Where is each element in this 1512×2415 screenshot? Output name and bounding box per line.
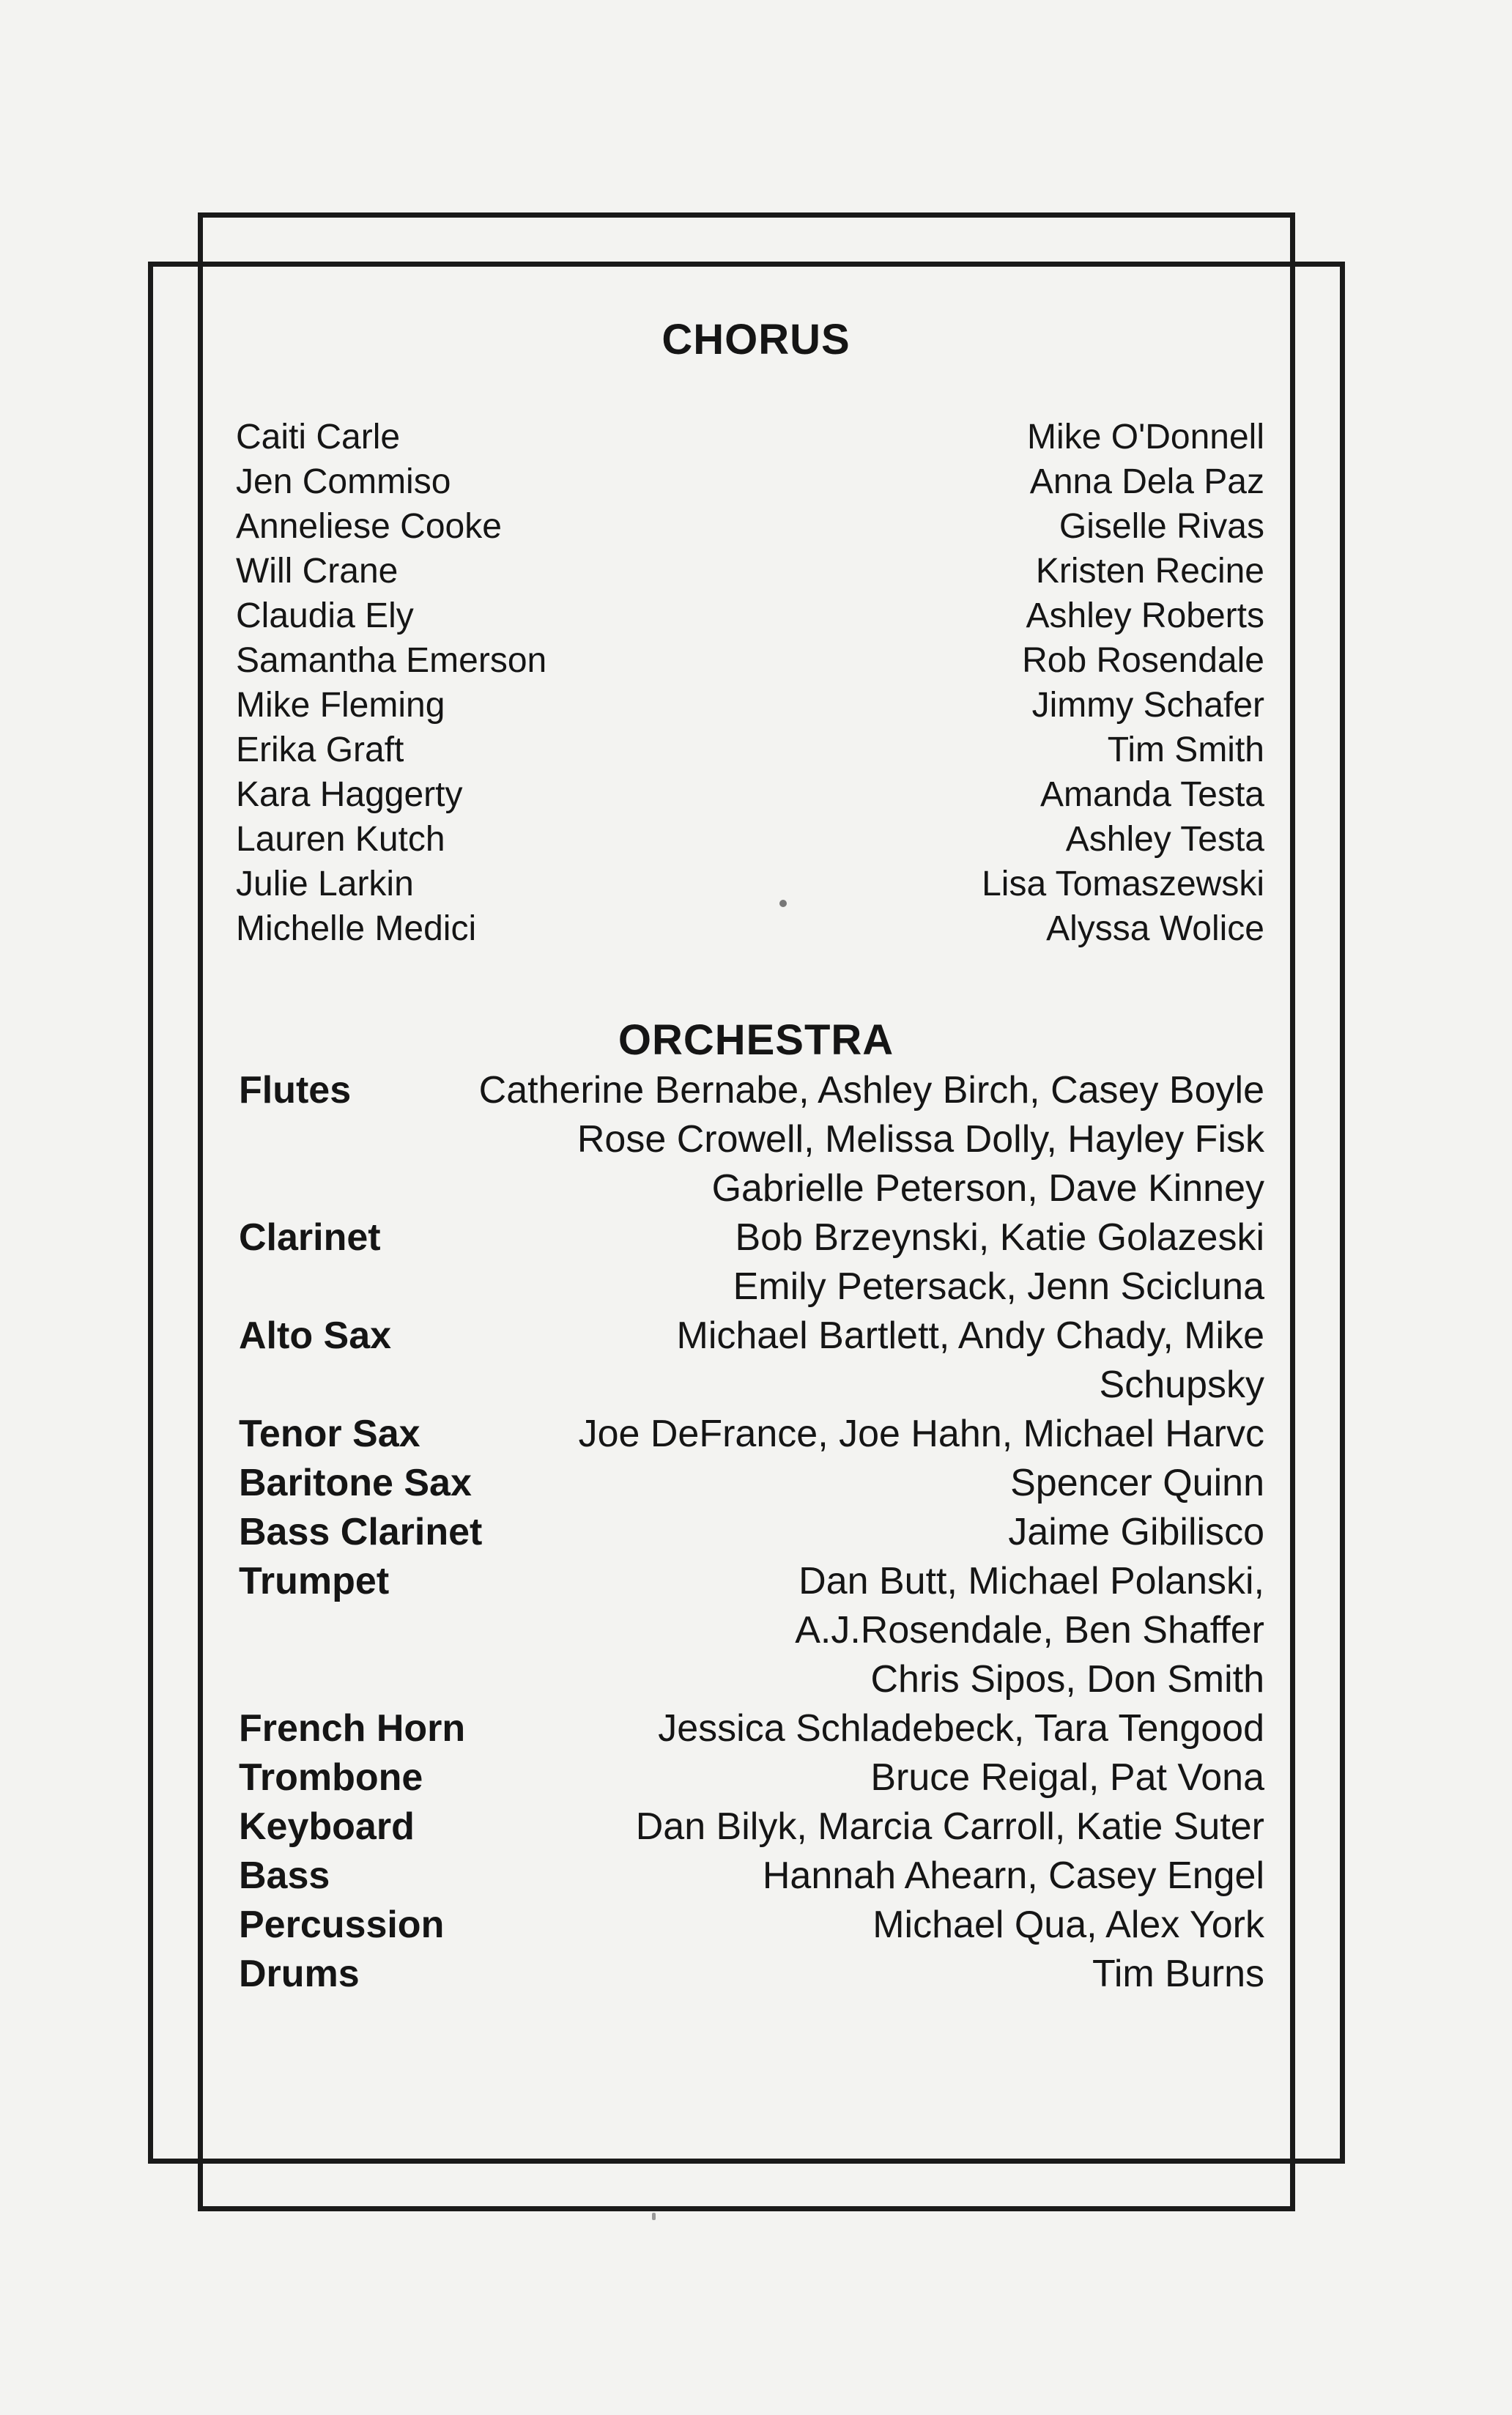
chorus-member: Lauren Kutch	[236, 820, 445, 859]
player-list	[423, 1753, 1264, 1802]
instrument-label: Drums	[239, 1953, 360, 1995]
player-list	[431, 1410, 1264, 1459]
chorus-member: Samantha Emerson	[236, 641, 547, 680]
player-list	[415, 1802, 1264, 1852]
chorus-member: Tim Smith	[1107, 731, 1264, 769]
player-line: Schupsky	[1099, 1364, 1264, 1406]
chorus-member: Kristen Recine	[1035, 552, 1264, 591]
instrument-label: Keyboard	[239, 1805, 415, 1848]
orchestra-section	[239, 1704, 1264, 1753]
player-line: Michael Qua, Alex York	[872, 1904, 1264, 1946]
player-line: Dan Butt, Michael Polanski,	[798, 1560, 1264, 1602]
chorus-member: Michelle Medici	[236, 909, 477, 948]
chorus-member: Kara Haggerty	[236, 775, 463, 814]
player-list	[381, 1213, 1264, 1312]
chorus-member: Claudia Ely	[236, 596, 414, 635]
instrument-label: Clarinet	[239, 1216, 381, 1259]
player-line: Catherine Bernabe, Ashley Birch, Casey Boyle	[478, 1069, 1264, 1112]
chorus-heading: CHORUS	[662, 316, 850, 363]
chorus-member: Rob Rosendale	[1022, 641, 1264, 680]
chorus-right-column	[982, 415, 1264, 951]
player-list	[361, 1066, 1264, 1213]
player-list	[444, 1901, 1264, 1950]
chorus-member: Lisa Tomaszewski	[982, 865, 1264, 903]
orchestra-section	[239, 1213, 1264, 1312]
player-line: Dan Bilyk, Marcia Carroll, Katie Suter	[635, 1805, 1264, 1848]
chorus-member: Jen Commiso	[236, 462, 451, 501]
chorus-member: Caiti Carle	[236, 418, 401, 456]
orchestra-section	[239, 1753, 1264, 1802]
chorus-member: Giselle Rivas	[1059, 507, 1264, 546]
player-list	[330, 1852, 1264, 1901]
chorus-member: Will Crane	[236, 552, 399, 591]
chorus-member: Ashley Roberts	[1026, 596, 1264, 635]
chorus-member: Julie Larkin	[236, 865, 414, 903]
orchestra-section	[239, 1901, 1264, 1950]
paper-speck	[652, 2213, 656, 2220]
chorus-member: Mike Fleming	[236, 686, 445, 725]
instrument-label: Flutes	[239, 1069, 352, 1112]
player-line: Rose Crowell, Melissa Dolly, Hayley Fisk	[577, 1118, 1264, 1161]
instrument-label: Bass	[239, 1854, 330, 1897]
orchestra-section	[239, 1312, 1264, 1410]
chorus-member: Jimmy Schafer	[1031, 686, 1264, 725]
chorus-member: Erika Graft	[236, 731, 404, 769]
chorus-member: Amanda Testa	[1040, 775, 1264, 814]
chorus-member: Alyssa Wolice	[1046, 909, 1264, 948]
orchestra-section	[239, 1802, 1264, 1852]
instrument-label: Tenor Sax	[239, 1413, 420, 1455]
player-line: A.J.Rosendale, Ben Shaffer	[795, 1609, 1264, 1652]
player-line: Jaime Gibilisco	[1008, 1511, 1264, 1553]
instrument-label: Trombone	[239, 1756, 423, 1799]
orchestra-heading: ORCHESTRA	[618, 1016, 894, 1064]
orchestra-section	[239, 1066, 1264, 1213]
chorus-member: Anna Dela Paz	[1029, 462, 1264, 501]
player-line: Jessica Schladebeck, Tara Tengood	[658, 1707, 1264, 1750]
player-list	[360, 1950, 1264, 1999]
player-line: Joe DeFrance, Joe Hahn, Michael Harvc	[578, 1413, 1264, 1455]
orchestra-section	[239, 1459, 1264, 1508]
instrument-label: Percussion	[239, 1904, 445, 1946]
chorus-member: Mike O'Donnell	[1027, 418, 1264, 456]
chorus-left-column	[236, 415, 546, 951]
ink-smudge	[779, 900, 787, 907]
instrument-label: Trumpet	[239, 1560, 390, 1602]
player-line: Bruce Reigal, Pat Vona	[870, 1756, 1264, 1799]
player-line: Gabrielle Peterson, Dave Kinney	[711, 1167, 1264, 1210]
player-line: Hannah Ahearn, Casey Engel	[762, 1854, 1264, 1897]
orchestra-section	[239, 1557, 1264, 1704]
orchestra-section	[239, 1410, 1264, 1459]
player-line: Spencer Quinn	[1010, 1462, 1264, 1504]
instrument-label: Alto Sax	[239, 1314, 392, 1357]
player-line: Bob Brzeynski, Katie Golazeski	[735, 1216, 1264, 1259]
player-line: Emily Petersack, Jenn Scicluna	[733, 1265, 1264, 1308]
orchestra-list	[239, 1066, 1264, 1999]
chorus-member: Anneliese Cooke	[236, 507, 502, 546]
player-list	[472, 1459, 1264, 1508]
player-list	[482, 1508, 1264, 1557]
player-list	[391, 1312, 1264, 1410]
orchestra-section	[239, 1852, 1264, 1901]
orchestra-section	[239, 1508, 1264, 1557]
instrument-label: Bass Clarinet	[239, 1511, 483, 1553]
instrument-label: Baritone Sax	[239, 1462, 472, 1504]
player-list	[389, 1557, 1264, 1704]
instrument-label: French Horn	[239, 1707, 466, 1750]
player-line: Tim Burns	[1092, 1953, 1264, 1995]
orchestra-section	[239, 1950, 1264, 1999]
player-line: Chris Sipos, Don Smith	[870, 1658, 1264, 1701]
player-list	[465, 1704, 1264, 1753]
chorus-member: Ashley Testa	[1065, 820, 1264, 859]
player-line: Michael Bartlett, Andy Chady, Mike	[676, 1314, 1264, 1357]
